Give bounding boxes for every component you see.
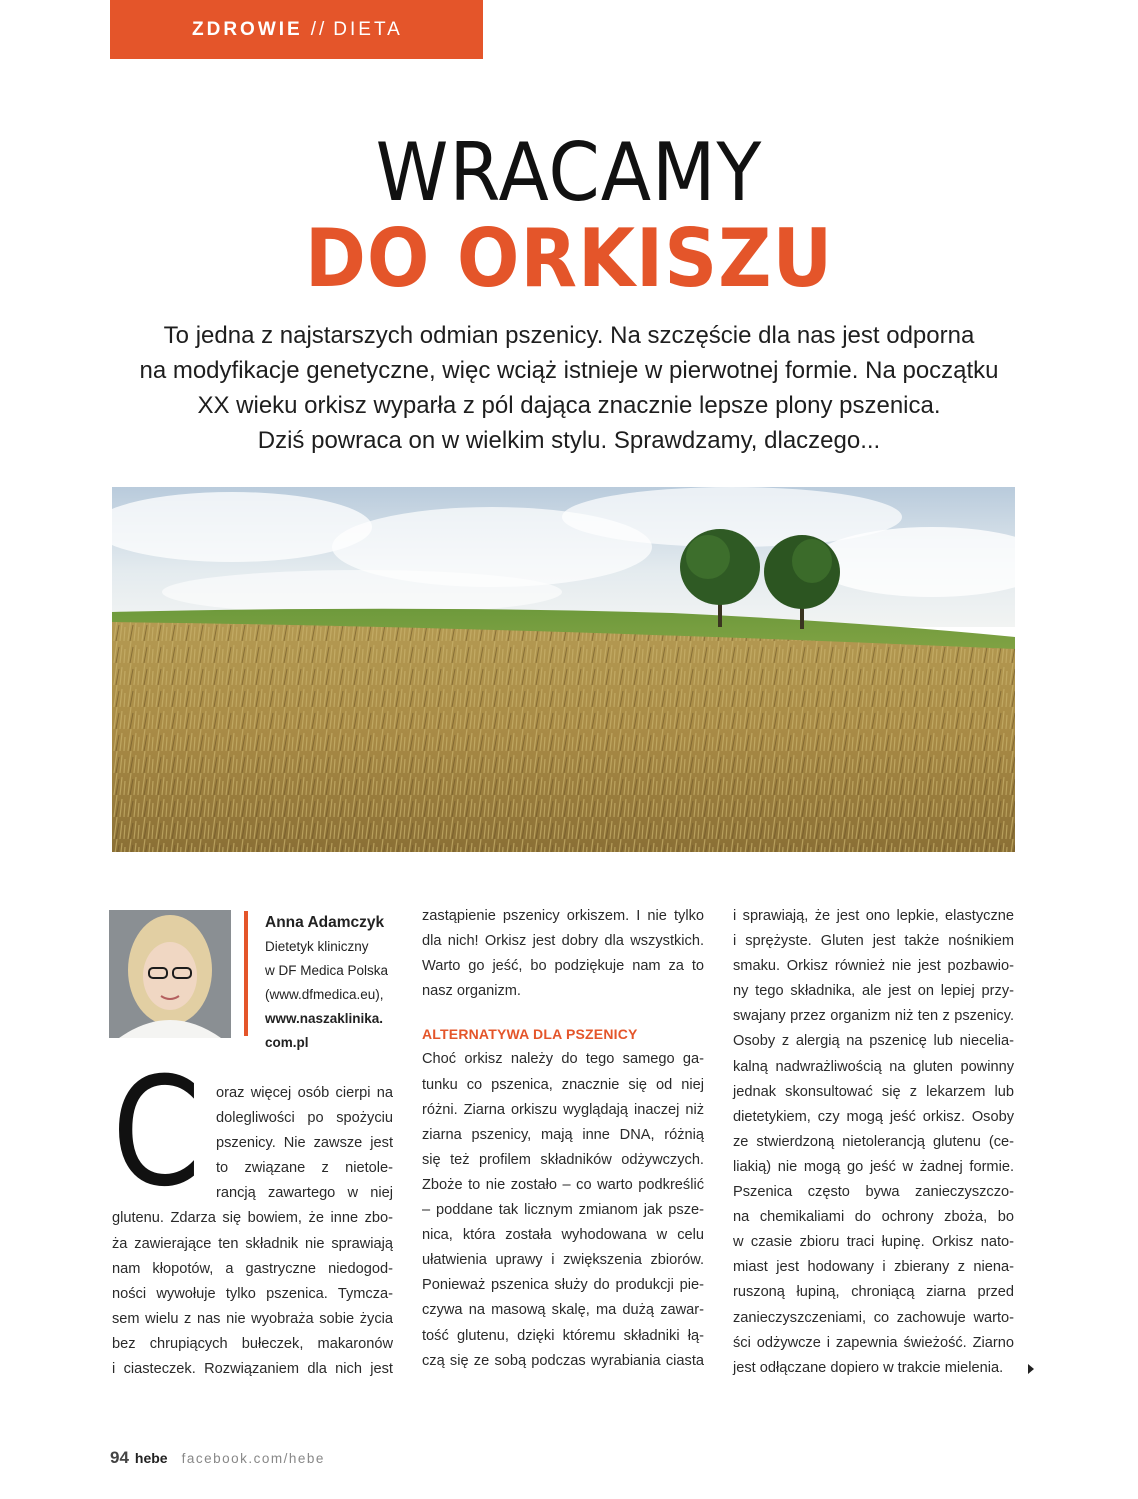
text-line: ści odżywcze i zapewnia świeżość. Ziarno [733, 1334, 1014, 1351]
text-line: ruszoną łupiną, chroniącą ziarna przed [733, 1284, 1014, 1301]
drop-cap: C [111, 1046, 201, 1220]
magazine-brand: hebe [134, 1450, 168, 1466]
text-line: kalną nadwrażliwością na gluten powinny [733, 1058, 1014, 1075]
text-line: nam kłopotów, a gastryczne niedogod- [112, 1260, 393, 1277]
text-line: się też profilem składników odżywczych. [422, 1151, 704, 1168]
section-tag [110, 0, 483, 59]
text-line: nasz organizm. [422, 983, 521, 1000]
text-line: różni. Ziarna orkiszu wyglądają inaczej niż [422, 1101, 704, 1118]
text-line: Warto go jeść, bo podziękuje nam za to [422, 958, 704, 975]
text-line: rancją zawartego w niej [216, 1185, 393, 1202]
text-line: na chemikaliami do ochrony zboża, bo [733, 1209, 1014, 1226]
text-line: ze stwierdzoną nietolerancją glutenu (ce- [733, 1133, 1014, 1150]
page-number: 94 [110, 1448, 129, 1467]
text-line: pszenicy. Nie zawsze jest [216, 1135, 393, 1152]
text-line: Choć orkisz należy do tego samego ga- [422, 1051, 704, 1068]
text-line: Ponieważ pszenica służy do produkcji pie- [422, 1277, 704, 1294]
text-line: jednak skonsultować się z lekarzem lub [733, 1083, 1014, 1100]
text-line: i ciasteczek. Rozwiązaniem dla nich jest [112, 1361, 393, 1378]
social-link: facebook.com/hebe [181, 1451, 325, 1466]
text-line: Osoby z alergią na pszenicę lub nieceliа- [733, 1033, 1014, 1050]
text-line: tość glutenu, dzięki któremu składniki łą- [422, 1327, 704, 1344]
article-column-2 [422, 904, 704, 1374]
author-line: (www.dfmedica.eu), [265, 987, 384, 1002]
category-separator: // [310, 18, 328, 40]
text-line: czą się ze sobą podczas wyrabiania ciasta [422, 1352, 704, 1369]
article-column-1 [112, 1081, 393, 1382]
text-line: i sprężyste. Gluten jest także nośnikiem [733, 933, 1014, 950]
text-line: ziarna pszenicy, mają inne DNA, różnią [422, 1126, 704, 1143]
text-line: – poddane tak licznym zmianom jak psze- [422, 1202, 704, 1219]
text-line: w czasie zbioru traci łupinę. Orkisz nato- [733, 1234, 1014, 1251]
author-name: Anna Adamczyk [265, 914, 385, 931]
text-line: to związane z nietole- [216, 1160, 393, 1177]
text-line: dla nich! Orkisz jest dobry dla wszystkich. [422, 933, 704, 950]
text-line: Pszenica często bywa zanieczyszczo- [733, 1184, 1014, 1201]
author-website: www.naszaklinika. [265, 1011, 384, 1026]
text-line: zanieczyszczeniami, co zachowuje warto- [733, 1309, 1014, 1326]
text-line: bez chrupiących bułeczek, makaronów [112, 1335, 393, 1352]
text-line: liakią) nie mogą go jeść w żadnej formie. [733, 1158, 1014, 1175]
text-line: jest odłączane dopiero w trakcie mielenia. [733, 1359, 1004, 1376]
author-photo [109, 910, 231, 1038]
text-line: glutenu. Zdarza się bowiem, że inne zbo- [112, 1210, 393, 1227]
section-subheading: ALTERNATYWA DLA PSZENICY [422, 1026, 638, 1043]
author-website: com.pl [265, 1035, 309, 1050]
category-label: ZDROWIE [192, 18, 303, 40]
text-line: ności wywołuje tylko pszenica. Tymcza- [112, 1285, 393, 1302]
text-line: ny tego składnika, ale jest on lepiej przy- [733, 983, 1014, 1000]
article-title-line1: WRACAMY [375, 126, 763, 219]
article-title-line2: DO ORKISZU [304, 212, 834, 305]
author-accent-bar [244, 911, 248, 1036]
text-line: dolegliwości po spożyciu [216, 1110, 393, 1127]
lead-line: To jedna z najstarszych odmian pszenicy. Na szczęście dla nas jest odporna [163, 322, 975, 349]
lead-line: Dziś powraca on w wielkim stylu. Sprawdzamy, dlaczego... [257, 427, 881, 454]
author-line: w DF Medica Polska [265, 963, 389, 978]
continue-arrow-icon [1028, 1364, 1034, 1374]
text-line: dietetykiem, czy mogą jeść orkisz. Osoby [733, 1108, 1014, 1125]
text-line: Zboże to nie zostało – co warto podkreślić [422, 1176, 704, 1193]
article-column-3 [733, 904, 1014, 1381]
article-lead [60, 318, 1078, 458]
text-line: oraz więcej osób cierpi na [216, 1085, 393, 1101]
lead-line: na modyfikacje genetyczne, więc wciąż istnieje w pierwotnej formie. Na początku [139, 357, 999, 384]
lead-line: XX wieku orkisz wyparła z pól dająca znacznie lepsze plony pszenica. [197, 392, 941, 419]
text-line: swajany przez organizm niż ten z pszenicy. [733, 1008, 1014, 1025]
text-line: smaku. Orkisz również nie jest pozbawio- [733, 958, 1014, 975]
text-line: nica, która została wyhodowana w celu [422, 1227, 704, 1244]
text-line: zastąpienie pszenicy orkiszem. I nie tylko [422, 908, 704, 924]
text-line: miast jest hodowany i zbierany z niena- [733, 1259, 1014, 1276]
text-line: i sprawiają, że jest ono lepkie, elastyczne [733, 908, 1014, 924]
author-line: Dietetyk kliniczny [265, 939, 369, 954]
text-line: czywa na masową skalę, ma dużą zawar- [422, 1302, 704, 1319]
text-line: ża zawierające ten składnik nie sprawiają [112, 1235, 393, 1252]
text-line: ułatwienia uprawy i zwiększenia zbiorów. [422, 1252, 704, 1269]
text-line: sem wielu z nas nie wyobraża sobie życia [112, 1310, 393, 1327]
subcategory-label: DIETA [333, 18, 403, 40]
text-line: tunku co pszenica, znacznie się od niej [422, 1076, 704, 1093]
author-box [265, 911, 405, 1055]
wheat-field-photo [112, 487, 1015, 852]
page-footer [110, 1448, 325, 1468]
